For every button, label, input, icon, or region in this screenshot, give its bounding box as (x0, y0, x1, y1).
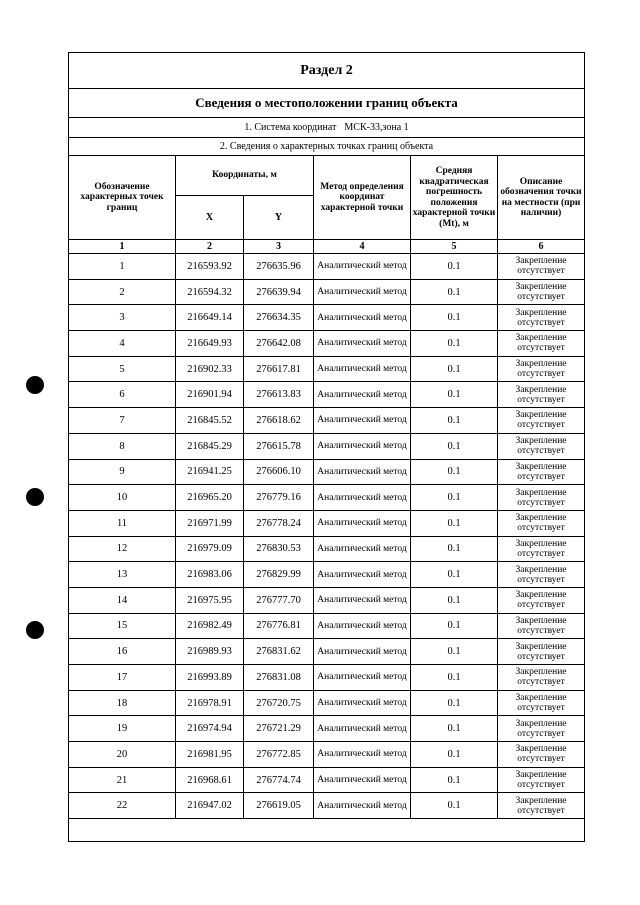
coord-y: 276830.53 (244, 536, 314, 562)
error-cell: 0.1 (411, 665, 498, 691)
method-cell: Аналитический метод (314, 459, 411, 485)
coord-x: 216971.99 (176, 510, 244, 536)
method-cell: Аналитический метод (314, 254, 411, 280)
description-cell: Закрепление отсутствует (498, 767, 585, 793)
method-cell: Аналитический метод (314, 716, 411, 742)
coord-y: 276615.78 (244, 433, 314, 459)
coord-x: 216947.02 (176, 793, 244, 819)
coord-x: 216978.91 (176, 690, 244, 716)
table-row (69, 510, 585, 536)
point-number: 14 (69, 587, 176, 613)
error-cell: 0.1 (411, 254, 498, 280)
point-number: 8 (69, 433, 176, 459)
method-cell: Аналитический метод (314, 382, 411, 408)
table-row (69, 408, 585, 434)
table-row (69, 767, 585, 793)
points-heading: 2. Сведения о характерных точках границ объекта (69, 138, 585, 156)
table-row (69, 254, 585, 280)
column-number: 2 (176, 240, 244, 254)
table-row (69, 716, 585, 742)
point-number: 11 (69, 510, 176, 536)
coord-x: 216594.32 (176, 279, 244, 305)
empty-footer-row (69, 819, 585, 842)
point-number: 22 (69, 793, 176, 819)
error-cell: 0.1 (411, 613, 498, 639)
point-number: 4 (69, 331, 176, 357)
column-number: 4 (314, 240, 411, 254)
coord-y: 276639.94 (244, 279, 314, 305)
point-number: 1 (69, 254, 176, 280)
coord-system-line (69, 118, 585, 138)
column-number: 6 (498, 240, 585, 254)
point-number: 6 (69, 382, 176, 408)
method-cell: Аналитический метод (314, 587, 411, 613)
description-cell: Закрепление отсутствует (498, 510, 585, 536)
error-cell: 0.1 (411, 382, 498, 408)
coord-y: 276772.85 (244, 742, 314, 768)
coord-x: 216649.14 (176, 305, 244, 331)
coord-y: 276619.05 (244, 793, 314, 819)
description-cell: Закрепление отсутствует (498, 408, 585, 434)
error-cell: 0.1 (411, 793, 498, 819)
coord-x: 216974.94 (176, 716, 244, 742)
boundary-points-table (68, 52, 585, 842)
coord-y: 276831.62 (244, 639, 314, 665)
method-cell: Аналитический метод (314, 279, 411, 305)
table-row (69, 690, 585, 716)
header-description: Описание обозначения точки на местности (при наличии) (498, 156, 585, 240)
error-cell: 0.1 (411, 433, 498, 459)
error-cell: 0.1 (411, 305, 498, 331)
coord-x: 216901.94 (176, 382, 244, 408)
coord-x: 216593.92 (176, 254, 244, 280)
coord-system-value: МСК-33,зона 1 (344, 122, 409, 133)
description-cell: Закрепление отсутствует (498, 639, 585, 665)
description-cell: Закрепление отсутствует (498, 485, 585, 511)
point-number: 3 (69, 305, 176, 331)
description-cell: Закрепление отсутствует (498, 690, 585, 716)
column-number: 1 (69, 240, 176, 254)
method-cell: Аналитический метод (314, 485, 411, 511)
coord-y: 276777.70 (244, 587, 314, 613)
error-cell: 0.1 (411, 408, 498, 434)
coord-system-label: 1. Система координат (244, 122, 337, 133)
point-number: 13 (69, 562, 176, 588)
coord-y: 276778.24 (244, 510, 314, 536)
header-x: X (176, 196, 244, 240)
table-row (69, 485, 585, 511)
error-cell: 0.1 (411, 767, 498, 793)
coord-x: 216845.29 (176, 433, 244, 459)
points-table-body (69, 254, 585, 819)
table-row (69, 433, 585, 459)
coord-y: 276774.74 (244, 767, 314, 793)
header-method: Метод определения координат характерной точки (314, 156, 411, 240)
point-number: 12 (69, 536, 176, 562)
error-cell: 0.1 (411, 459, 498, 485)
description-cell: Закрепление отсутствует (498, 742, 585, 768)
coord-x: 216993.89 (176, 665, 244, 691)
coord-y: 276721.29 (244, 716, 314, 742)
table-row (69, 459, 585, 485)
coord-y: 276606.10 (244, 459, 314, 485)
coord-x: 216989.93 (176, 639, 244, 665)
coord-x: 216845.52 (176, 408, 244, 434)
description-cell: Закрепление отсутствует (498, 279, 585, 305)
header-y: Y (244, 196, 314, 240)
error-cell: 0.1 (411, 587, 498, 613)
coord-x: 216979.09 (176, 536, 244, 562)
column-number: 5 (411, 240, 498, 254)
coord-x: 216981.95 (176, 742, 244, 768)
point-number: 2 (69, 279, 176, 305)
point-number: 21 (69, 767, 176, 793)
coord-y: 276831.08 (244, 665, 314, 691)
method-cell: Аналитический метод (314, 433, 411, 459)
point-number: 5 (69, 356, 176, 382)
table-row (69, 793, 585, 819)
document-header (69, 53, 585, 254)
table-row (69, 665, 585, 691)
coord-x: 216975.95 (176, 587, 244, 613)
section-title: Раздел 2 (69, 53, 585, 89)
table-row (69, 587, 585, 613)
description-cell: Закрепление отсутствует (498, 382, 585, 408)
table-row (69, 356, 585, 382)
method-cell: Аналитический метод (314, 408, 411, 434)
point-number: 18 (69, 690, 176, 716)
coord-y: 276617.81 (244, 356, 314, 382)
error-cell: 0.1 (411, 279, 498, 305)
description-cell: Закрепление отсутствует (498, 587, 585, 613)
error-cell: 0.1 (411, 536, 498, 562)
header-point: Обозначение характерных точек границ (69, 156, 176, 240)
table-row (69, 536, 585, 562)
coord-y: 276618.62 (244, 408, 314, 434)
description-cell: Закрепление отсутствует (498, 562, 585, 588)
method-cell: Аналитический метод (314, 665, 411, 691)
description-cell: Закрепление отсутствует (498, 305, 585, 331)
error-cell: 0.1 (411, 742, 498, 768)
document-subtitle: Сведения о местоположении границ объекта (69, 89, 585, 118)
table-row (69, 279, 585, 305)
coord-y: 276642.08 (244, 331, 314, 357)
method-cell: Аналитический метод (314, 305, 411, 331)
coord-y: 276613.83 (244, 382, 314, 408)
table-row (69, 613, 585, 639)
coord-x: 216941.25 (176, 459, 244, 485)
description-cell: Закрепление отсутствует (498, 331, 585, 357)
error-cell: 0.1 (411, 639, 498, 665)
description-cell: Закрепление отсутствует (498, 459, 585, 485)
error-cell: 0.1 (411, 690, 498, 716)
error-cell: 0.1 (411, 356, 498, 382)
method-cell: Аналитический метод (314, 742, 411, 768)
coord-x: 216902.33 (176, 356, 244, 382)
point-number: 16 (69, 639, 176, 665)
point-number: 9 (69, 459, 176, 485)
point-number: 10 (69, 485, 176, 511)
method-cell: Аналитический метод (314, 793, 411, 819)
method-cell: Аналитический метод (314, 767, 411, 793)
coord-x: 216965.20 (176, 485, 244, 511)
table-row (69, 382, 585, 408)
description-cell: Закрепление отсутствует (498, 793, 585, 819)
method-cell: Аналитический метод (314, 536, 411, 562)
coord-y: 276829.99 (244, 562, 314, 588)
method-cell: Аналитический метод (314, 613, 411, 639)
coord-x: 216649.93 (176, 331, 244, 357)
point-number: 15 (69, 613, 176, 639)
point-number: 7 (69, 408, 176, 434)
description-cell: Закрепление отсутствует (498, 716, 585, 742)
description-cell: Закрепление отсутствует (498, 613, 585, 639)
punch-hole (26, 488, 44, 506)
coord-y: 276776.81 (244, 613, 314, 639)
error-cell: 0.1 (411, 331, 498, 357)
method-cell: Аналитический метод (314, 639, 411, 665)
description-cell: Закрепление отсутствует (498, 254, 585, 280)
table-footer (69, 819, 585, 842)
method-cell: Аналитический метод (314, 562, 411, 588)
punch-hole (26, 376, 44, 394)
coord-x: 216983.06 (176, 562, 244, 588)
description-cell: Закрепление отсутствует (498, 356, 585, 382)
method-cell: Аналитический метод (314, 331, 411, 357)
punch-hole (26, 621, 44, 639)
table-row (69, 742, 585, 768)
table-row (69, 639, 585, 665)
error-cell: 0.1 (411, 562, 498, 588)
point-number: 19 (69, 716, 176, 742)
method-cell: Аналитический метод (314, 356, 411, 382)
coord-y: 276635.96 (244, 254, 314, 280)
coord-x: 216982.49 (176, 613, 244, 639)
coord-y: 276634.35 (244, 305, 314, 331)
header-error: Средняя квадратическая погрешность положения характерной точки (Mt), м (411, 156, 498, 240)
coord-x: 216968.61 (176, 767, 244, 793)
description-cell: Закрепление отсутствует (498, 536, 585, 562)
point-number: 20 (69, 742, 176, 768)
method-cell: Аналитический метод (314, 690, 411, 716)
table-row (69, 331, 585, 357)
column-numbers-row (69, 240, 585, 254)
error-cell: 0.1 (411, 510, 498, 536)
description-cell: Закрепление отсутствует (498, 433, 585, 459)
coord-y: 276779.16 (244, 485, 314, 511)
coord-y: 276720.75 (244, 690, 314, 716)
header-coords: Координаты, м (176, 156, 314, 196)
point-number: 17 (69, 665, 176, 691)
table-row (69, 562, 585, 588)
description-cell: Закрепление отсутствует (498, 665, 585, 691)
method-cell: Аналитический метод (314, 510, 411, 536)
table-row (69, 305, 585, 331)
error-cell: 0.1 (411, 485, 498, 511)
error-cell: 0.1 (411, 716, 498, 742)
column-number: 3 (244, 240, 314, 254)
